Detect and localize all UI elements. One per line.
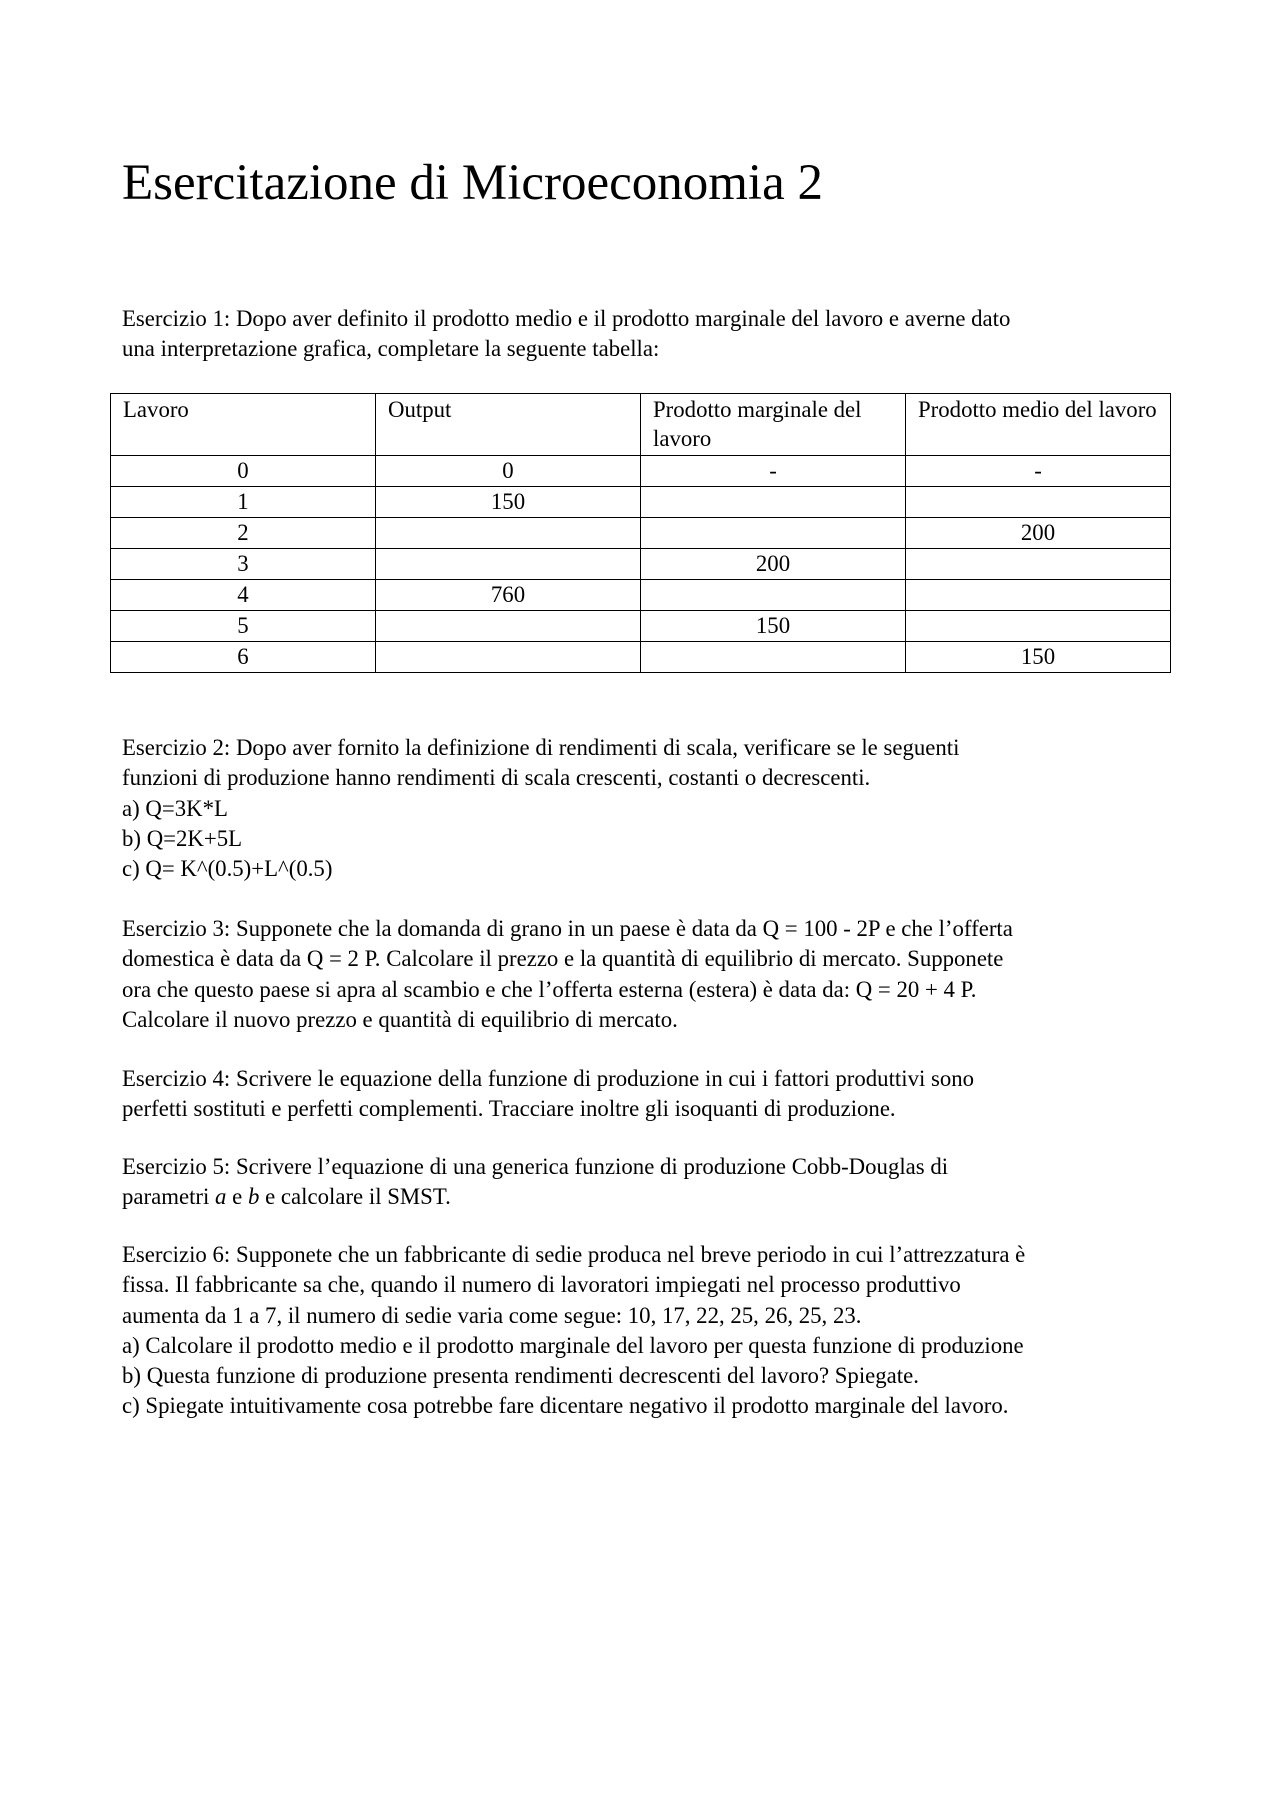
table-row bbox=[111, 549, 1171, 580]
table-cell bbox=[641, 642, 906, 673]
table-row bbox=[111, 580, 1171, 611]
table-cell: 150 bbox=[641, 611, 906, 642]
param-a: a bbox=[215, 1184, 227, 1210]
exercise-2-line: Esercizio 2: Dopo aver fornito la definizione di rendimenti di scala, verificare se le seguenti bbox=[122, 735, 960, 760]
exercise-2-item-b: b) Q=2K+5L bbox=[122, 825, 243, 851]
header-output: Output bbox=[376, 394, 641, 456]
table-cell bbox=[641, 487, 906, 518]
table-cell bbox=[906, 487, 1171, 518]
table-cell: - bbox=[641, 456, 906, 487]
table-cell: 200 bbox=[641, 549, 906, 580]
table-cell: 0 bbox=[376, 456, 641, 487]
table-cell bbox=[376, 642, 641, 673]
exercise-3-line: domestica è data da Q = 2 P. Calcolare il prezzo e la quantità di equilibrio di mercato. Supponete bbox=[122, 946, 1004, 972]
exercise-4-line: perfetti sostituti e perfetti complementi. Tracciare inoltre gli isoquanti di produzione. bbox=[122, 1096, 896, 1122]
table-row bbox=[111, 611, 1171, 642]
exercise-6-line: aumenta da 1 a 7, il numero di sedie varia come segue: 10, 17, 22, 25, 26, 25, 23. bbox=[122, 1302, 862, 1328]
exercise-6-text bbox=[122, 1240, 1202, 1422]
table-cell: 0 bbox=[111, 456, 376, 487]
exercise-2-text bbox=[122, 733, 1202, 884]
table-cell: 5 bbox=[111, 611, 376, 642]
table-row bbox=[111, 487, 1171, 518]
header-lavoro: Lavoro bbox=[111, 394, 376, 456]
exercise-6-line: fissa. Il fabbricante sa che, quando il numero di lavoratori impiegati nel processo produttivo bbox=[122, 1272, 961, 1298]
exercise-5-suffix: e calcolare il SMST. bbox=[259, 1184, 451, 1210]
table-cell: 200 bbox=[906, 518, 1171, 549]
exercise-6-item-b: b) Questa funzione di produzione presenta rendimenti decrescenti del lavoro? Spiegate. bbox=[122, 1363, 919, 1389]
exercise-3-line: ora che questo paese si apra al scambio e che l’offerta esterna (estera) è data da: Q = 20 + 4 P. bbox=[122, 976, 977, 1002]
exercise-2-item-a: a) Q=3K*L bbox=[122, 795, 228, 821]
exercise-3-line: Calcolare il nuovo prezzo e quantità di equilibrio di mercato. bbox=[122, 1006, 678, 1032]
table-cell bbox=[641, 518, 906, 549]
table-cell: 150 bbox=[906, 642, 1171, 673]
exercise-3-text bbox=[122, 914, 1202, 1035]
table-cell bbox=[376, 518, 641, 549]
exercise-1-line: Esercizio 1: Dopo aver definito il prodotto medio e il prodotto marginale del lavoro e averne dato bbox=[122, 306, 1011, 331]
table-cell bbox=[641, 580, 906, 611]
header-prodotto-medio: Prodotto medio del lavoro bbox=[906, 394, 1171, 456]
table-row bbox=[111, 456, 1171, 487]
table-cell bbox=[906, 580, 1171, 611]
exercise-5-text bbox=[122, 1152, 1202, 1213]
exercise-4-text bbox=[122, 1064, 1202, 1125]
table-cell: 4 bbox=[111, 580, 376, 611]
table-row bbox=[111, 642, 1171, 673]
table-cell bbox=[906, 549, 1171, 580]
table-row bbox=[111, 518, 1171, 549]
exercise-5-line bbox=[122, 1182, 1202, 1212]
exercise-2-line: funzioni di produzione hanno rendimenti di scala crescenti, costanti o decrescenti. bbox=[122, 765, 871, 791]
exercise-5-prefix: parametri bbox=[122, 1184, 216, 1210]
exercise-1-text bbox=[122, 304, 1202, 365]
exercise-4-line: Esercizio 4: Scrivere le equazione della funzione di produzione in cui i fattori produttivi sono bbox=[122, 1066, 975, 1091]
page-title: Esercitazione di Microeconomia 2 bbox=[122, 155, 823, 211]
exercise-6-item-a: a) Calcolare il prodotto medio e il prodotto marginale del lavoro per questa funzione di produzione bbox=[122, 1332, 1024, 1358]
param-b: b bbox=[247, 1184, 260, 1210]
table-cell bbox=[376, 611, 641, 642]
exercise-2-item-c: c) Q= K^(0.5)+L^(0.5) bbox=[122, 856, 333, 882]
header-prodotto-marginale: Prodotto marginale del lavoro bbox=[641, 394, 906, 456]
table-cell: 2 bbox=[111, 518, 376, 549]
exercise-1-line: una interpretazione grafica, completare la seguente tabella: bbox=[122, 336, 660, 362]
exercise-6-line: Esercizio 6: Supponete che un fabbricante di sedie produca nel breve periodo in cui l’attrezzatura è bbox=[122, 1242, 1026, 1267]
table-header-row bbox=[111, 394, 1171, 456]
exercise-6-item-c: c) Spiegate intuitivamente cosa potrebbe fare dicentare negativo il prodotto marginale del lavoro. bbox=[122, 1393, 1009, 1419]
table-cell: 3 bbox=[111, 549, 376, 580]
exercise-1-table bbox=[110, 393, 1171, 673]
table-cell: - bbox=[906, 456, 1171, 487]
table-cell: 760 bbox=[376, 580, 641, 611]
table-cell: 6 bbox=[111, 642, 376, 673]
table-cell bbox=[376, 549, 641, 580]
exercise-5-line: Esercizio 5: Scrivere l’equazione di una generica funzione di produzione Cobb-Douglas di bbox=[122, 1154, 949, 1179]
exercise-3-line: Esercizio 3: Supponete che la domanda di grano in un paese è data da Q = 100 - 2P e che l’offerta bbox=[122, 916, 1013, 941]
table-cell: 1 bbox=[111, 487, 376, 518]
exercise-5-middle: e bbox=[226, 1184, 248, 1210]
table-cell: 150 bbox=[376, 487, 641, 518]
table-cell bbox=[906, 611, 1171, 642]
